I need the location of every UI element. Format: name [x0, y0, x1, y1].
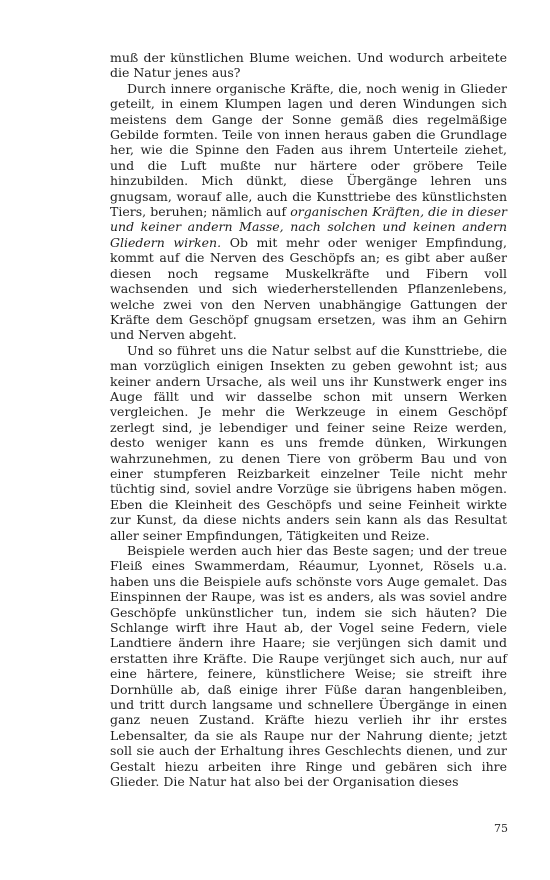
- paragraph-2-text-a: Durch innere organische Kräfte, die, noch wenig in Glieder geteilt, in einem Klumpen lagen und deren Windungen sich meistens dem Gange der Sonne gemäß dies regelmäßige Gebilde formten. Teile von innen heraus gaben die Grundlage her, wie die Spinne den Faden aus ihrem Unterteile ziehet, und die Luft mußte nur härtere oder gröbere Teile hinzubilden. Mich dünkt, diese Übergänge lehren uns gnugsam, worauf alle, auch die Kunsttriebe des künstlichsten Tiers, beruhen; nämlich auf: [110, 80, 507, 220]
- paragraph-1: [110, 50, 507, 81]
- paragraph-3: [110, 343, 507, 543]
- paragraph-3-text: Und so führet uns die Natur selbst auf die Kunsttriebe, die man vorzüglich einigen Insekten zu geben gewohnt ist; aus keiner andern Ursache, als weil uns ihr Kunstwerk enger ins Auge fällt und wir dasselbe schon mit unsern Werken vergleichen. Je mehr die Werkzeuge in einem Geschöpf zerlegt sind, je lebendiger und feiner seine Reize werden, desto weniger kann es uns fremde dünken, Wirkungen wahrzunehmen, zu denen Tiere von gröberm Bau und von einer stumpferen Reizbarkeit einzelner Teile nicht mehr tüchtig sind, soviel andre Vorzüge sie übrigens haben mögen. Eben die Kleinheit des Geschöpfs und seine Feinheit wirkte zur Kunst, da diese nichts anders sein kann als das Resultat aller seiner Empfindungen, Tätigkeiten und Reize.: [110, 342, 507, 543]
- page-number: 75: [494, 822, 508, 835]
- paragraph-2-text-b: Ob mit mehr oder weniger Empfindung, kommt auf die Nerven des Geschöpfs an; es gibt aber außer diesen noch regsame Muskelkräfte und Fibern voll wachsenden und sich wiederherstellenden Pflanzenlebens, welche zwei von den Nerven unabhängige Gattungen der Kräfte dem Geschöpf gnugsam ersetzen, was ihm an Gehirn und Nerven abgeht.: [110, 234, 508, 343]
- paragraph-2: [110, 81, 507, 343]
- paragraph-1-text: muß der künstlichen Blume weichen. Und wodurch arbeitete die Natur jenes aus?: [110, 50, 507, 81]
- paragraph-4-text: Beispiele werden auch hier das Beste sagen; und der treue Fleiß eines Swammerdam, Réaumur, Lyonnet, Rösels u.a. haben uns die Beispiele aufs schönste vors Auge gemalet. Das Einspinnen der Raupe, was ist es anders, als was soviel andre Geschöpfe unkünstlicher tun, indem sie sich häuten? Die Schlange wirft ihre Haut ab, der Vogel seine Federn, viele Landtiere ändern ihre Haare; sie verjüngen sich damit und erstatten ihre Kräfte. Die Raupe verjünget sich auch, nur auf eine härtere, feinere, künstlichere Weise; sie streift ihre Dornhülle ab, daß einige ihrer Füße daran hangenbleiben, und tritt durch langsame und schnellere Übergänge in einen ganz neuen Zustand. Kräfte hiezu verlieh ihr ihr erstes Lebensalter, da sie als Raupe nur der Nahrung diente; jetzt soll sie auch der Erhaltung ihres Geschlechts dienen, und zur Gestalt hiezu arbeiten ihre Ringe und gebären sich ihre Glieder. Die Natur hat also bei der Organisation dieses: [110, 543, 507, 790]
- paragraph-2-italic-text: organischen Kräften, die in dieser und keiner andern Masse, nach solchen und keinen andern Gliedern wirken.: [110, 204, 507, 250]
- page-body: [110, 50, 507, 790]
- paragraph-4: [110, 543, 507, 790]
